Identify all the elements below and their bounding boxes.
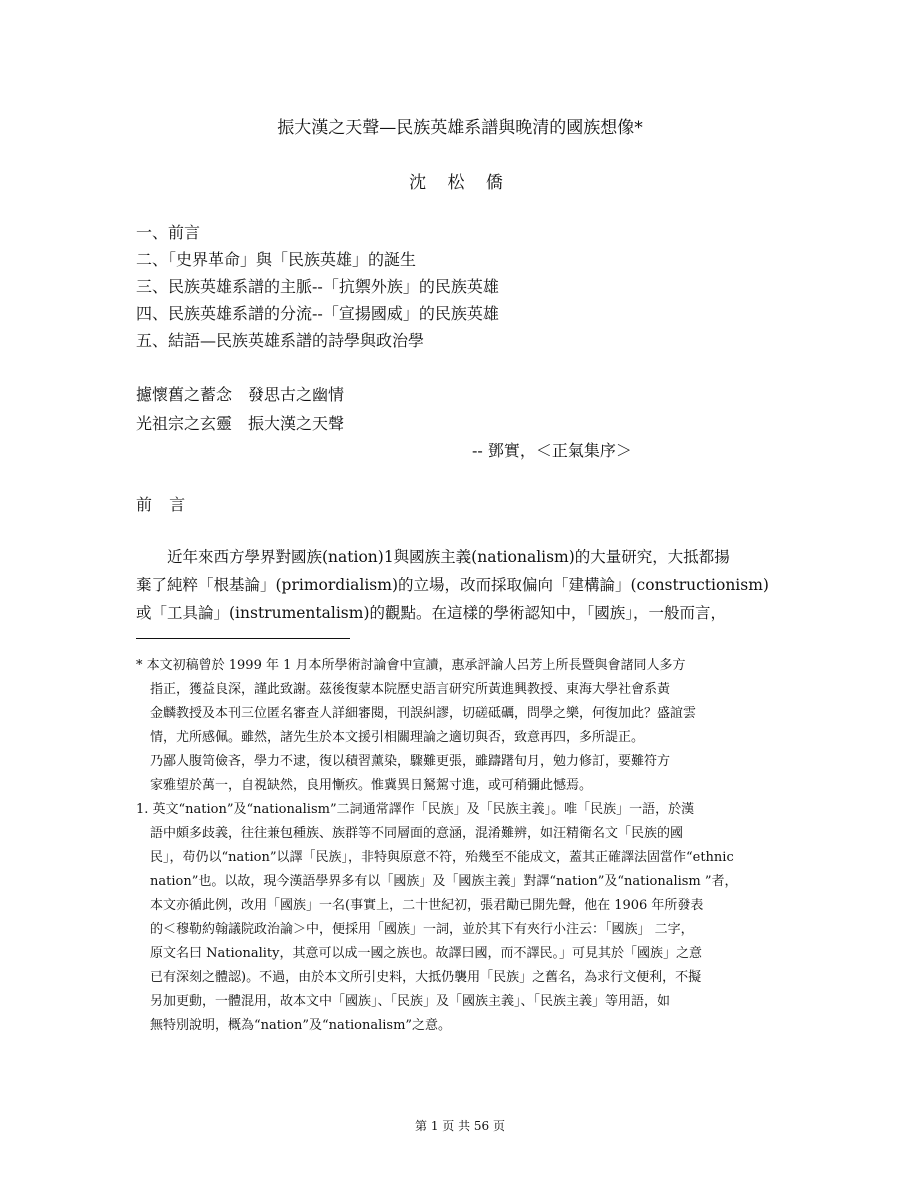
footnote-line: 無特別說明，概為“nation”及“nationalism”之意。 (150, 1018, 452, 1033)
paper-title: 振大漢之天聲—民族英雄系譜與晚清的國族想像* (277, 118, 643, 138)
body-line: 棄了純粹「根基論」(primordialism)的立場，改而採取偏向「建構論」(constructionism) (136, 576, 769, 594)
footnote-line: 的＜穆勒約翰議院政治論＞中，便採用「國族」一詞，並於其下有夾行小注云：「國族」 二字， (150, 922, 694, 937)
footnote-line: 已有深刻之體認)。不過，由於本文所引史料，大抵仍襲用「民族」之舊名，為求行文便利，不擬 (150, 970, 702, 985)
footnote-line: 本文亦循此例，改用「國族」一名(事實上，二十世紀初，張君勱已開先聲，他在 1906 年所發表 (150, 898, 704, 913)
epigraph-source: -- 鄧實，＜正氣集序＞ (472, 441, 632, 460)
epigraph (136, 380, 344, 438)
footnote-line: 情，尤所感佩。雖然，諸先生於本文援引相關理論之適切與否，致意再四，多所諟正。 (150, 730, 645, 745)
footnote-line: 另加更動，一體混用，故本文中「國族」、「民族」及「國族主義」、「民族主義」等用語，如 (150, 994, 671, 1009)
epigraph-line: 光祖宗之玄靈 振大漢之天聲 (136, 414, 345, 433)
body-line: 近年來西方學界對國族(nation)1與國族主義(nationalism)的大量研究，大抵都揚 (136, 548, 730, 566)
footnote-line: nation”也。以故，現今漢語學界多有以「國族」及「國族主義」對譯“nation”及“nationalism ”者， (150, 874, 738, 889)
epigraph-line: 攄懷舊之蓄念 發思古之幽情 (136, 385, 345, 404)
footnote-line: 1. 英文“nation”及“nationalism”二詞通常譯作「民族」及「民族主義」。唯「民族」一語，於漢 (136, 802, 695, 817)
body-line: 或「工具論」(instrumentalism)的觀點。在這樣的學術認知中，「國族」，一般而言， (136, 604, 727, 622)
toc-item: 三、民族英雄系譜的主脈--「抗禦外族」的民族英雄 (136, 277, 499, 296)
table-of-contents (136, 219, 499, 354)
author-name: 沈 松 僑 (409, 173, 511, 193)
toc-item: 二、「史界革命」與「民族英雄」的誕生 (136, 250, 417, 269)
footnote-line: 金麟教授及本刊三位匿名審查人詳細審閱，刊誤糾謬，切磋砥礪，問學之樂，何復加此？盛誼雲 (150, 706, 697, 721)
footnote-divider (136, 638, 350, 639)
footnote-line: 原文名曰 Nationality，其意可以成一國之族也。故譯曰國，而不譯民。」可見其於「國族」之意 (150, 946, 702, 961)
toc-item: 五、結語—民族英雄系譜的詩學與政治學 (136, 331, 425, 350)
footnote-line: 指正，獲益良深，謹此致謝。茲後復蒙本院歷史語言研究所黃進興教授、東海大學社會系黃 (150, 682, 671, 697)
footnote-line: 民」，苟仍以“nation”以譯「民族」，非特與原意不符，殆幾至不能成文，蓋其正確譯法固當作“ethnic (150, 850, 734, 865)
footnotes (136, 654, 738, 1038)
footnote-line: * 本文初稿曾於 1999 年 1 月本所學術討論會中宣讀，惠承評論人呂芳上所長暨與會諸同人多方 (136, 658, 686, 673)
body-text (136, 543, 769, 627)
page-footer: 第 1 页 共 56 页 (415, 1119, 505, 1133)
toc-item: 一、前言 (136, 223, 201, 242)
toc-item: 四、民族英雄系譜的分流--「宣揚國威」的民族英雄 (136, 304, 499, 323)
section-heading: 前 言 (136, 495, 192, 514)
footnote-line: 乃鄙人腹笥儉吝，學力不逮，復以積習薰染，驟難更張，雖躊躇旬月，勉力修訂，要難符方 (150, 754, 671, 769)
footnote-line: 家雅望於萬一，自視缺然，良用慚疚。惟冀異日駑駕寸進，或可稍彌此憾焉。 (150, 778, 593, 793)
footnote-line: 語中頗多歧義，往往兼包種族、族群等不同層面的意涵，混淆難辨，如汪精衛名文「民族的國 (150, 826, 684, 841)
